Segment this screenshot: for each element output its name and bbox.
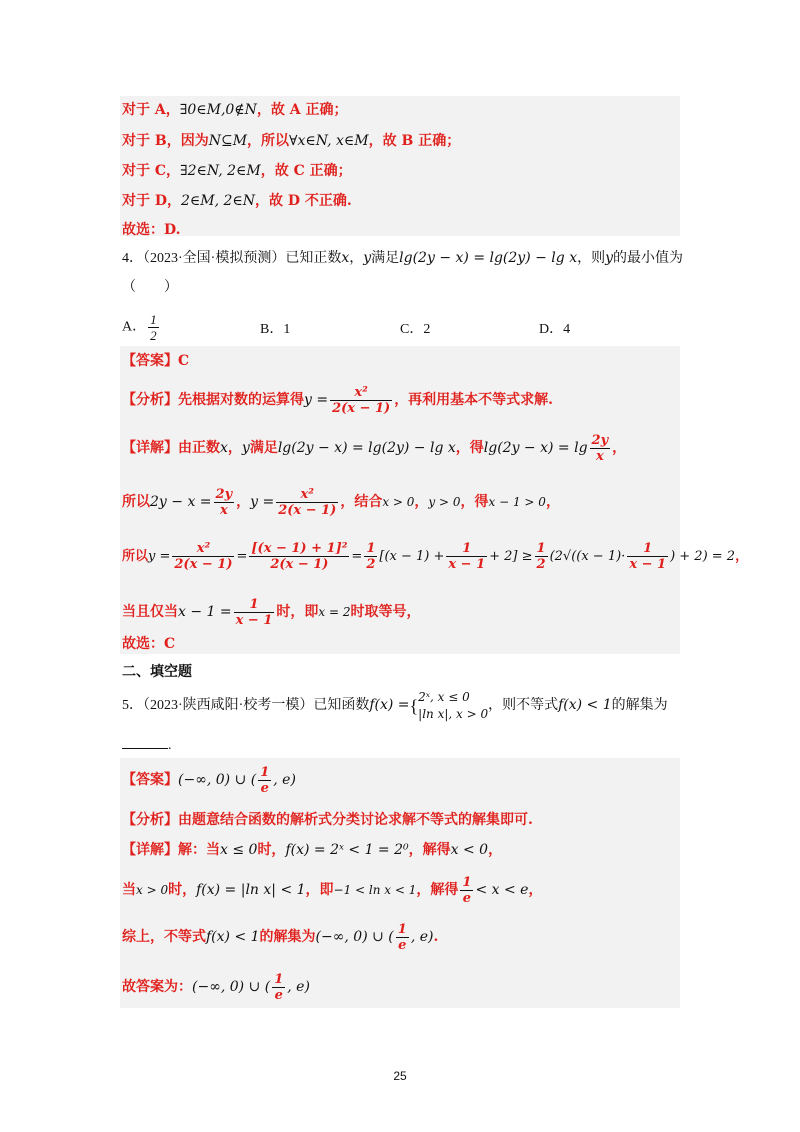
q4-d1-eq2: lg(2y − x) = lg (483, 440, 588, 456)
q5-d4-num: 1 (274, 971, 284, 987)
q5-period: . (168, 738, 172, 753)
q4-d4-x: x = 2 (318, 605, 351, 619)
q4-d1-e: ， (612, 440, 627, 456)
q5-d2-den: e (462, 890, 472, 906)
q4-option-a-label: A． (122, 319, 147, 335)
q5-d2-b: 时， (168, 882, 197, 898)
q5-ineq: f(x) < 1 (558, 697, 612, 713)
q4-d3-half-n: 1 (366, 541, 376, 556)
q5-answer-num: 1 (260, 764, 270, 780)
q4-d4-b: 时，即 (276, 604, 319, 620)
q3-c-lead: 对于 C， (122, 163, 181, 179)
q4-d1-a: 由正数 (178, 440, 220, 456)
q4-stem-c: ，则 (577, 251, 606, 266)
q3-d-tail: ，故 D 不正确. (255, 193, 352, 209)
q4-d2-num1: 2y (215, 486, 233, 502)
q5-brace: { (409, 695, 419, 716)
q4-analysis-lead: 先根据对数的运算得 (178, 392, 304, 408)
q5-d3-c: . (433, 929, 439, 945)
q3-line-c (122, 161, 352, 181)
q5-d1-b: 时， (257, 842, 286, 858)
q5-d3-den: e (398, 937, 407, 953)
q4-d2-eq2: y = (250, 494, 275, 510)
q5-stem-b: ，则不等式 (488, 698, 559, 713)
q4-d3-d1: 2(x − 1) (174, 557, 233, 572)
q4-comma: ， (349, 251, 364, 266)
q5-detail-line3 (122, 916, 438, 958)
q5-d2-frac (460, 875, 473, 906)
q5-d2-r2: < x < e (475, 882, 529, 898)
q5-answer-frac (258, 765, 271, 796)
q4-d3-n2: [(x − 1) + 1]² (251, 541, 348, 556)
q4-d2-frac1 (214, 487, 235, 518)
q4-d3-n4: 1 (627, 541, 668, 557)
q4-option-d (539, 318, 570, 338)
q5-d3-set-a: (−∞, 0) ∪ ( (315, 929, 394, 945)
q5-d2-r: −1 < ln x < 1 (333, 883, 417, 897)
q4-analysis-frac (330, 385, 392, 416)
q4-d3-eq: = (236, 549, 248, 564)
q4-d3-frac2 (249, 541, 349, 572)
q4-option-a-frac (148, 312, 159, 343)
q5-d3-b: 的解集为 (259, 929, 316, 945)
q5-analysis-tag: 【分析】 (122, 812, 178, 828)
q4-d3-root: (2√((x − 1)· (549, 549, 626, 564)
q5-d3-set-b: , e) (410, 929, 434, 945)
q5-detail-tag: 【详解】 (122, 842, 178, 858)
q4-analysis-tag: 【分析】 (122, 392, 178, 408)
q3-line-d (122, 191, 352, 211)
q5-d1-d: ，解得 (408, 842, 451, 858)
q4-d3-d4: x − 1 (629, 557, 667, 572)
q4-d1-d: ，得 (455, 440, 484, 456)
q3-c-math: ∃2∈N, 2∈M (180, 163, 261, 179)
q4-detail-tag: 【详解】 (122, 440, 178, 456)
q4-d1-y: y (241, 440, 250, 456)
q3-c-tail: ，故 C 正确； (260, 163, 352, 179)
q4-d3-n3: 1 (446, 541, 487, 557)
q4-eq: lg(2y − x) = lg(2y) − lg x (399, 250, 578, 266)
q4-d3-d2: 2(x − 1) (270, 557, 329, 572)
q5-answer-den: e (260, 780, 269, 796)
q4-d4-eq: x − 1 = (178, 604, 232, 620)
q5-fx: f(x) = (369, 697, 410, 713)
q4-d3-half2-n: 1 (536, 541, 546, 556)
q4-option-a (122, 312, 161, 343)
q4-d1-eq: lg(2y − x) = lg(2y) − lg x (277, 440, 456, 456)
q4-analysis-tail: ，再利用基本不等式求解. (394, 392, 554, 408)
q4-d3-half2 (535, 541, 548, 572)
q4-d2-num2: x² (276, 487, 338, 503)
q4-d3-y: y = (148, 549, 171, 564)
q4-answer (122, 351, 189, 371)
q4-d3-half2-d: 2 (536, 557, 546, 572)
q4-d2-f: ， (545, 494, 560, 510)
q4-d1-c: 满足 (249, 440, 278, 456)
q5-d1-c: x ≤ 0 (220, 842, 258, 858)
q3-b-math2: ∀x∈N, x∈M (289, 133, 369, 149)
q3-d-lead: 对于 D， (122, 193, 182, 209)
q4-d2-den1: x (219, 502, 228, 518)
q3-b-tail: ，故 B 正确； (368, 133, 461, 149)
q5-d4-set-a: (−∞, 0) ∪ ( (192, 979, 271, 995)
q4-d2-a: 所以 (122, 494, 150, 510)
q4-d3-br: [(x − 1) + (379, 549, 445, 564)
q3-b-mid: ，所以 (247, 133, 290, 149)
q4-answer-tag: 【答案】 (122, 353, 178, 369)
q5-answer-b: , e) (273, 772, 296, 788)
q4-d2-cond2: y > 0 (428, 495, 461, 509)
q5-blank-line (122, 734, 172, 756)
q4-d4-den: x − 1 (235, 612, 273, 628)
q4-detail-line1 (122, 426, 626, 470)
q5-analysis-text: 由题意结合函数的解析式分类讨论求解不等式的解集即可. (178, 812, 533, 828)
q5-d3-num: 1 (397, 921, 407, 937)
section-heading: 二、填空题 (122, 664, 192, 680)
q4-stem-b: 满足 (371, 251, 400, 266)
q4-analysis-num: x² (330, 385, 392, 401)
q4-y2: y (605, 250, 614, 266)
q4-d2-cond3: x − 1 > 0 (488, 495, 546, 509)
q4-analysis-den: 2(x − 1) (332, 400, 391, 416)
q4-detail-line5 (122, 634, 175, 654)
q4-d1-frac (590, 433, 611, 464)
q5-d2-f: ， (528, 882, 543, 898)
q5-d2-eq: f(x) = |ln x| < 1 (196, 882, 306, 898)
q4-d2-cond1: x > 0 (382, 495, 415, 509)
q3-line-a (122, 100, 348, 120)
q3-line-b (122, 131, 460, 151)
q4-paren (122, 278, 178, 298)
q4-answer-value: C (178, 353, 190, 369)
q5-case1: 2ˣ, x ≤ 0 (418, 689, 470, 704)
q5-d2-c: x > 0 (136, 883, 169, 897)
q4-stem-a: 4．（2023·全国·模拟预测）已知正数 (122, 251, 342, 266)
q5-detail-line2 (122, 870, 542, 910)
q3-a-tail: ，故 A 正确； (256, 102, 348, 118)
q4-option-b-label: B．1 (260, 322, 291, 337)
q4-d3-br2: + 2] ≥ (489, 549, 533, 564)
q4-analysis (122, 376, 553, 424)
q5-d4-frac (272, 972, 285, 1003)
q5-answer-tag: 【答案】 (122, 772, 178, 788)
q5-d1-a: 解：当 (178, 842, 220, 858)
q4-d5: 故选：C (122, 636, 176, 652)
q4-option-c (400, 318, 430, 338)
q4-d3-frac1 (172, 541, 234, 572)
q4-option-d-label: D．4 (539, 322, 571, 337)
q5-d3-ineq: f(x) < 1 (206, 929, 260, 945)
q4-d4-a: 当且仅当 (122, 604, 178, 620)
q4-d2-e: ，得 (460, 494, 489, 510)
q4-d2-d: ， (414, 494, 429, 510)
q4-d3-n1: x² (172, 541, 234, 557)
q3-a-lead: 对于 A， (122, 102, 180, 118)
q4-d4-num: 1 (234, 597, 275, 613)
q5-answer-blank (122, 734, 168, 749)
q5-case2: |ln x|, x > 0 (418, 706, 489, 721)
q5-d2-e: ，解得 (416, 882, 459, 898)
q4-option-a-num: 1 (150, 312, 157, 327)
q5-stem-c: 的解集为 (611, 698, 668, 713)
q4-option-c-label: C．2 (400, 322, 431, 337)
q5-cases (418, 689, 488, 723)
q5-detail-line1 (122, 840, 502, 860)
q5-d1-r: x < 0 (450, 842, 489, 858)
q3-d-math: 2∈M, 2∈N (181, 193, 256, 209)
q5-d3-a: 综上，不等式 (122, 929, 206, 945)
q5-stem-a: 5．（2023·陕西咸阳·校考一模）已知函数 (122, 698, 370, 713)
q5-d1-eq: f(x) = 2ˣ < 1 = 2⁰ (285, 842, 409, 858)
q4-d3-frac4 (627, 541, 668, 572)
q4-d1-b: ， (227, 440, 242, 456)
q4-option-b (260, 318, 290, 338)
q5-d1-e: ， (488, 842, 503, 858)
q4-stem-d: 的最小值为 (613, 251, 684, 266)
q5-analysis (122, 810, 533, 830)
q4-d3-half (364, 541, 377, 572)
q4-d2-c: ，结合 (340, 494, 383, 510)
q3-b-math1: N⊆M (208, 133, 248, 149)
q3-b-lead: 对于 B，因为 (122, 133, 209, 149)
q4-stem (122, 248, 683, 269)
q5-d3-frac (396, 922, 409, 953)
q5-d2-a: 当 (122, 882, 136, 898)
q4-d4-c: 时取等号， (350, 604, 421, 620)
q5-detail-line4 (122, 966, 310, 1008)
q4-d3-end: ) + 2) = 2 (670, 549, 736, 564)
q4-d3-eq2: = (351, 549, 363, 564)
q4-d3-d3: x − 1 (448, 557, 486, 572)
q5-d2-d: ，即 (305, 882, 334, 898)
q4-d4-frac (234, 597, 275, 628)
q4-detail-line2 (122, 480, 560, 524)
q4-d3-a: 所以 (122, 549, 149, 564)
q4-detail-line4 (122, 590, 420, 634)
q4-d1-x: x (220, 440, 228, 456)
q4-d3-f: ， (735, 549, 749, 564)
q4-analysis-yeq: y = (304, 392, 329, 408)
q5-d4-den: e (274, 987, 283, 1003)
q5-answer-a: (−∞, 0) ∪ ( (178, 772, 257, 788)
q4-d2-b: ， (236, 494, 251, 510)
q4-d1-num: 2y (591, 432, 609, 448)
q4-d2-den2: 2(x − 1) (278, 502, 337, 518)
page-number: 25 (393, 1069, 407, 1083)
q4-d1-den: x (595, 448, 604, 464)
q5-d4-set-b: , e) (287, 979, 310, 995)
q4-d3-half-d: 2 (366, 557, 376, 572)
q4-option-a-den: 2 (150, 328, 157, 343)
q3-choice (122, 220, 181, 240)
q3-a-math: ∃0∈M,0∉N (179, 102, 257, 118)
q5-stem (122, 686, 668, 725)
q4-d2-eq1: 2y − x = (150, 494, 212, 510)
q4-d2-frac2 (276, 487, 338, 518)
q3-choice-text: 故选：D. (122, 222, 181, 238)
q4-y: y (363, 250, 372, 266)
q4-detail-line3 (122, 532, 748, 582)
q4-x: x (341, 250, 350, 266)
q5-d2-num: 1 (462, 874, 472, 890)
q5-d4-a: 故答案为： (122, 979, 192, 995)
q5-answer (122, 760, 296, 800)
q4-d3-frac3 (446, 541, 487, 572)
q4-paren-text: （ ） (122, 280, 178, 295)
